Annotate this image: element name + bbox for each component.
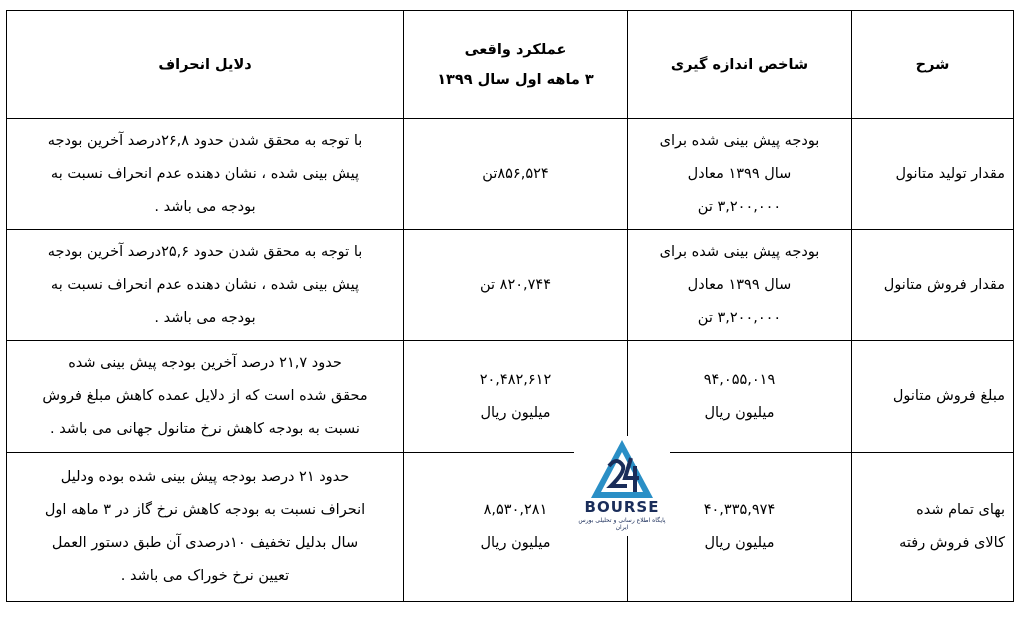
row-reason-line: نسبت به بودجه کاهش نرخ متانول جهانی می باشد . bbox=[50, 421, 360, 437]
row-actual: ۸۵۶,۵۲۴تن bbox=[404, 119, 628, 230]
row-index-line: سال ۱۳۹۹ معادل bbox=[687, 276, 792, 293]
row-index bbox=[628, 119, 852, 230]
row-reasons bbox=[7, 119, 404, 230]
logo-tagline: پایگاه اطلاع رسانی و تحلیلی بورس ایران bbox=[578, 517, 666, 531]
header-reasons: دلایل انحراف bbox=[7, 11, 404, 119]
row-index-line: میلیون ریال bbox=[704, 404, 775, 421]
row-actual-line: میلیون ریال bbox=[480, 535, 551, 551]
row-reason-line: تعیین نرخ خوراک می باشد . bbox=[120, 568, 290, 584]
header-actual-line2: ۳ ماهه اول سال ۱۳۹۹ bbox=[437, 71, 594, 88]
row-index-line: میلیون ریال bbox=[704, 535, 775, 551]
row-index-line: ۳,۲۰۰,۰۰۰ تن bbox=[697, 198, 782, 215]
row-index-line: ۴۰,۳۳۵,۹۷۴ bbox=[703, 502, 776, 518]
row-reasons bbox=[7, 453, 404, 602]
header-row bbox=[7, 11, 1014, 119]
header-index: شاخص اندازه گیری bbox=[628, 11, 852, 119]
row-reason-line: بودجه می باشد . bbox=[154, 309, 256, 326]
row-reason-line: حدود ۲۱,۷ درصد آخرین بودجه پیش بینی شده bbox=[68, 355, 342, 371]
row-reason-line: با توجه به محقق شدن حدود ۲۶,۸درصد آخرین بودجه bbox=[47, 132, 363, 149]
header-desc: شرح bbox=[852, 11, 1014, 119]
row-desc bbox=[852, 453, 1014, 602]
row-desc: مقدار فروش متانول bbox=[852, 230, 1014, 341]
performance-table bbox=[6, 10, 1014, 602]
row-desc: مبلغ فروش متانول bbox=[852, 341, 1014, 453]
bourse-logo bbox=[574, 436, 670, 536]
row-desc: مقدار تولید متانول bbox=[852, 119, 1014, 230]
row-reason-line: پیش بینی شده ، نشان دهنده عدم انحراف نسبت به bbox=[50, 276, 360, 293]
row-reason-line: انحراف نسبت به بودجه کاهش نرخ گاز در ۳ ماهه اول bbox=[44, 502, 366, 518]
row-reason-line: با توجه به محقق شدن حدود ۲۵,۶درصد آخرین بودجه bbox=[47, 243, 363, 260]
row-reason-line: سال بدلیل تخفیف ۱۰درصدی آن طبق دستور العمل bbox=[51, 535, 359, 551]
row-actual-line: ۸,۵۳۰,۲۸۱ bbox=[483, 502, 548, 518]
row-index-line: بودجه پیش بینی شده برای bbox=[659, 243, 820, 260]
row-index-line: ۳,۲۰۰,۰۰۰ تن bbox=[697, 309, 782, 326]
row-reason-line: محقق شده است که از دلایل عمده کاهش مبلغ فروش bbox=[42, 388, 368, 404]
row-reason-line: حدود ۲۱ درصد بودجه پیش بینی شده بوده ودلیل bbox=[60, 469, 350, 485]
table-row bbox=[7, 119, 1014, 230]
row-reason-line: بودجه می باشد . bbox=[154, 198, 256, 215]
bourse-logo-icon bbox=[587, 436, 657, 502]
row-reasons bbox=[7, 341, 404, 453]
row-actual-line: میلیون ریال bbox=[480, 404, 551, 421]
table-row bbox=[7, 341, 1014, 453]
row-index bbox=[628, 230, 852, 341]
row-actual-line: ۲۰,۴۸۲,۶۱۲ bbox=[479, 371, 552, 388]
row-index-line: ۹۴,۰۵۵,۰۱۹ bbox=[703, 371, 776, 388]
row-actual: ۸۲۰,۷۴۴ تن bbox=[404, 230, 628, 341]
row-desc-line: کالای فروش رفته bbox=[899, 535, 1005, 551]
table-row bbox=[7, 230, 1014, 341]
row-reasons bbox=[7, 230, 404, 341]
row-desc-line: بهای تمام شده bbox=[916, 502, 1005, 518]
logo-wordmark: BOURSE bbox=[584, 498, 660, 516]
row-index-line: سال ۱۳۹۹ معادل bbox=[687, 165, 792, 182]
table-row bbox=[7, 453, 1014, 602]
header-actual-line1: عملکرد واقعی bbox=[464, 41, 567, 58]
header-actual bbox=[404, 11, 628, 119]
row-reason-line: پیش بینی شده ، نشان دهنده عدم انحراف نسبت به bbox=[50, 165, 360, 182]
row-index-line: بودجه پیش بینی شده برای bbox=[659, 132, 820, 149]
